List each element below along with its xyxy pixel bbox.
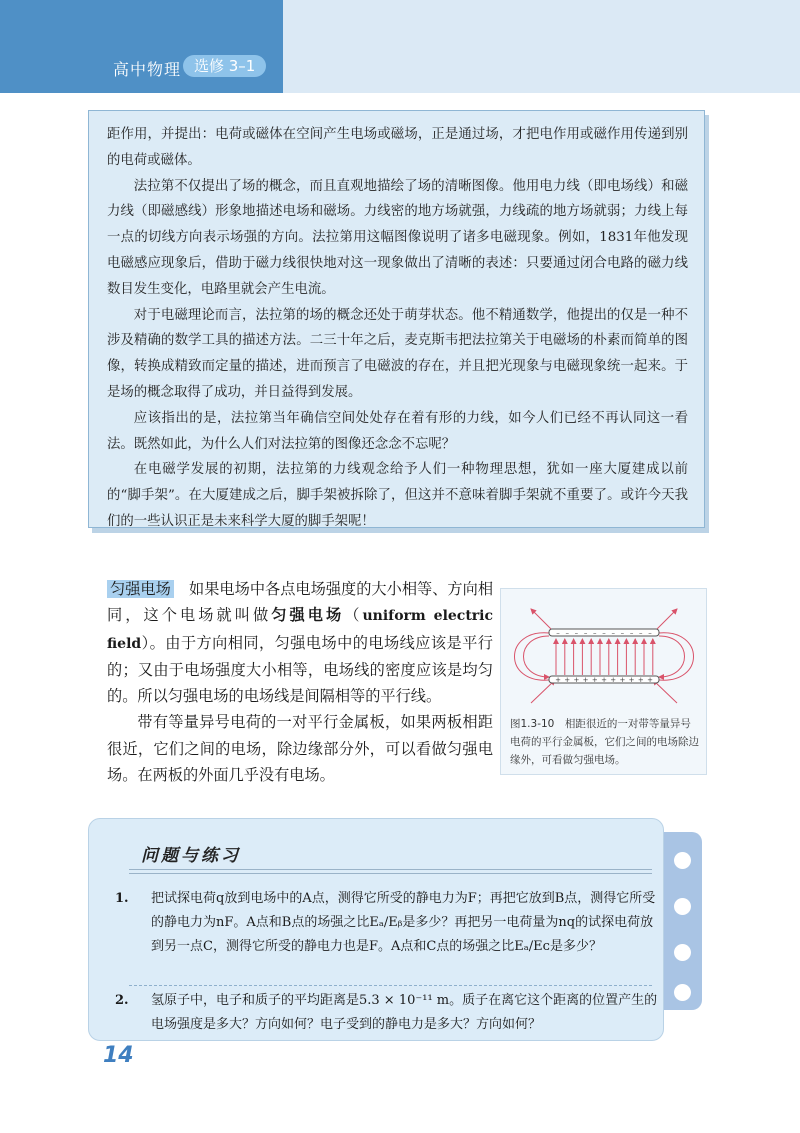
body-paragraph: 匀强电场 如果电场中各点电场强度的大小相等、方向相同，这个电场就叫做匀强电场（uniform electric field）。由于方向相同，匀强电场中的电场线应该是平行的；又由于电场强度大小相等，电场线的密度应该是均匀的。所以匀强电场的电场线是间隔相等的平行线。 bbox=[107, 580, 494, 706]
exercise-text: 氢原子中，电子和质子的平均距离是5.3 × 10⁻¹¹ m。质子在离它这个距离的位置产生的电场强度是多大？方向如何？电子受到的静电力是多大？方向如何？ bbox=[151, 993, 658, 1032]
exercise-item bbox=[115, 887, 659, 959]
exercise-title: 问题与练习 bbox=[141, 846, 241, 866]
positive-charge-sign: + bbox=[564, 676, 571, 684]
book-title: 高中物理 bbox=[113, 60, 182, 79]
negative-charge-sign: – bbox=[583, 629, 588, 637]
negative-charge-sign: – bbox=[611, 629, 615, 637]
reading-paragraph: 法拉第不仅提出了场的概念，而且直观地描绘了场的清晰图像。他用电力线（即电场线）和磁力线（即磁感线）形象地描述电场和磁场。力线密的地方场就强，力线疏的地方场就弱；力线上每一点的切线方向表示场强的方向。法拉第用这幅图像说明了诸多电磁现象。例如，1831年他发现电磁感应现象后，借助于磁力线很快地对这一现象做出了清晰的表述：只要通过闭合电路的磁力线数目发生变化，电路里就会产生电流。 bbox=[107, 178, 688, 297]
positive-charge-sign: + bbox=[582, 676, 589, 684]
positive-charge-sign: + bbox=[610, 676, 617, 684]
positive-charge-sign: + bbox=[591, 676, 598, 684]
exercise-item bbox=[115, 989, 659, 1037]
binder-tabs bbox=[660, 832, 702, 1010]
binder-hole bbox=[674, 852, 691, 869]
binder-hole bbox=[674, 984, 691, 1001]
figure-parallel-plates bbox=[500, 588, 707, 775]
exercise-number: 2. bbox=[115, 993, 129, 1008]
negative-charge-sign: – bbox=[639, 629, 643, 637]
exercise-number: 1. bbox=[115, 891, 129, 906]
fringe-field-lines bbox=[515, 609, 694, 703]
reading-paragraph: 在电磁学发展的初期，法拉第的力线观念给予人们一种物理思想，犹如一座大厦建成以前的“脚手架”。在大厦建成之后，脚手架被拆除了，但这并不意味着脚手架就不重要了。或许今天我们的一些认识正是未来科学大厦的脚手架呢！ bbox=[107, 462, 688, 529]
negative-charge-sign: – bbox=[629, 629, 634, 637]
reading-box bbox=[88, 110, 705, 528]
positive-charge-sign: + bbox=[637, 676, 644, 684]
negative-charge-sign: – bbox=[565, 629, 569, 637]
exercise-separator bbox=[129, 985, 652, 986]
reading-paragraph: 对于电磁理论而言，法拉第的场的概念还处于萌芽状态。他不精通数学，他提出的仅是一种不涉及精确的数学工具的描述方法。二三十年之后，麦克斯韦把法拉第关于电磁场的朴素而简单的图像，转换成精致而定量的描述，进而预言了电磁波的存在，并且把光现象与电磁现象统一起来。于是场的概念取得了成功，并日益得到发展。 bbox=[107, 307, 688, 400]
positive-charge-sign: + bbox=[573, 676, 580, 684]
term-english: uniform electric field bbox=[107, 608, 494, 652]
term-emphasis: 匀强电场 bbox=[271, 606, 345, 625]
binder-hole bbox=[674, 898, 691, 915]
reading-paragraph: 距作用，并提出：电荷或磁体在空间产生电场或磁场，正是通过场，才把电作用或磁作用传递到别的电荷或磁体。 bbox=[107, 127, 688, 168]
negative-charge-sign: – bbox=[574, 629, 579, 637]
term-tag: 匀强电场 bbox=[107, 580, 174, 598]
binder-hole bbox=[674, 944, 691, 961]
volume-badge: 选修 3–1 bbox=[183, 55, 266, 77]
positive-charge-sign: + bbox=[601, 676, 607, 684]
page-number: 14 bbox=[103, 1043, 134, 1068]
negative-charge-sign: – bbox=[556, 629, 560, 637]
positive-charge-sign: + bbox=[647, 676, 653, 684]
main-text bbox=[107, 576, 493, 788]
positive-charge-sign: + bbox=[628, 676, 635, 684]
positive-charge-sign: + bbox=[619, 676, 626, 684]
uniform-field-lines bbox=[556, 639, 653, 675]
exercise-text: 把试探电荷q放到电场中的A点，测得它所受的静电力为F；再把它放到B点，测得它所受的静电力为nF。A点和B点的场强之比Eₐ/Eᵦ是多少？再把另一电荷量为nq的试探电荷放到另一点C，测得它所受的静电力也是F。A点和C点的场强之比Eₐ/Eᴄ是多少？ bbox=[151, 891, 656, 954]
negative-charge-sign: – bbox=[648, 629, 652, 637]
plate-charge-signs bbox=[555, 629, 653, 684]
positive-charge-sign: + bbox=[555, 676, 561, 684]
figure-caption: 图1.3-10 相距很近的一对带等量异号电荷的平行金属板，它们之间的电场除边缘外，可看做匀强电场。 bbox=[510, 718, 699, 766]
negative-charge-sign: – bbox=[593, 629, 597, 637]
parallel-plate-field-diagram bbox=[509, 591, 699, 713]
body-paragraph: 带有等量异号电荷的一对平行金属板，如果两板相距很近，它们之间的电场，除边缘部分外，可以看做匀强电场。在两板的外面几乎没有电场。 bbox=[107, 713, 493, 785]
title-divider bbox=[129, 869, 652, 874]
reading-paragraph: 应该指出的是，法拉第当年确信空间处处存在着有形的力线，如今人们已经不再认同这一看法。既然如此，为什么人们对法拉第的图像还念念不忘呢？ bbox=[107, 410, 688, 452]
exercise-panel bbox=[88, 818, 664, 1041]
negative-charge-sign: – bbox=[602, 629, 606, 637]
header-band-light bbox=[283, 0, 800, 93]
negative-charge-sign: – bbox=[620, 629, 625, 637]
